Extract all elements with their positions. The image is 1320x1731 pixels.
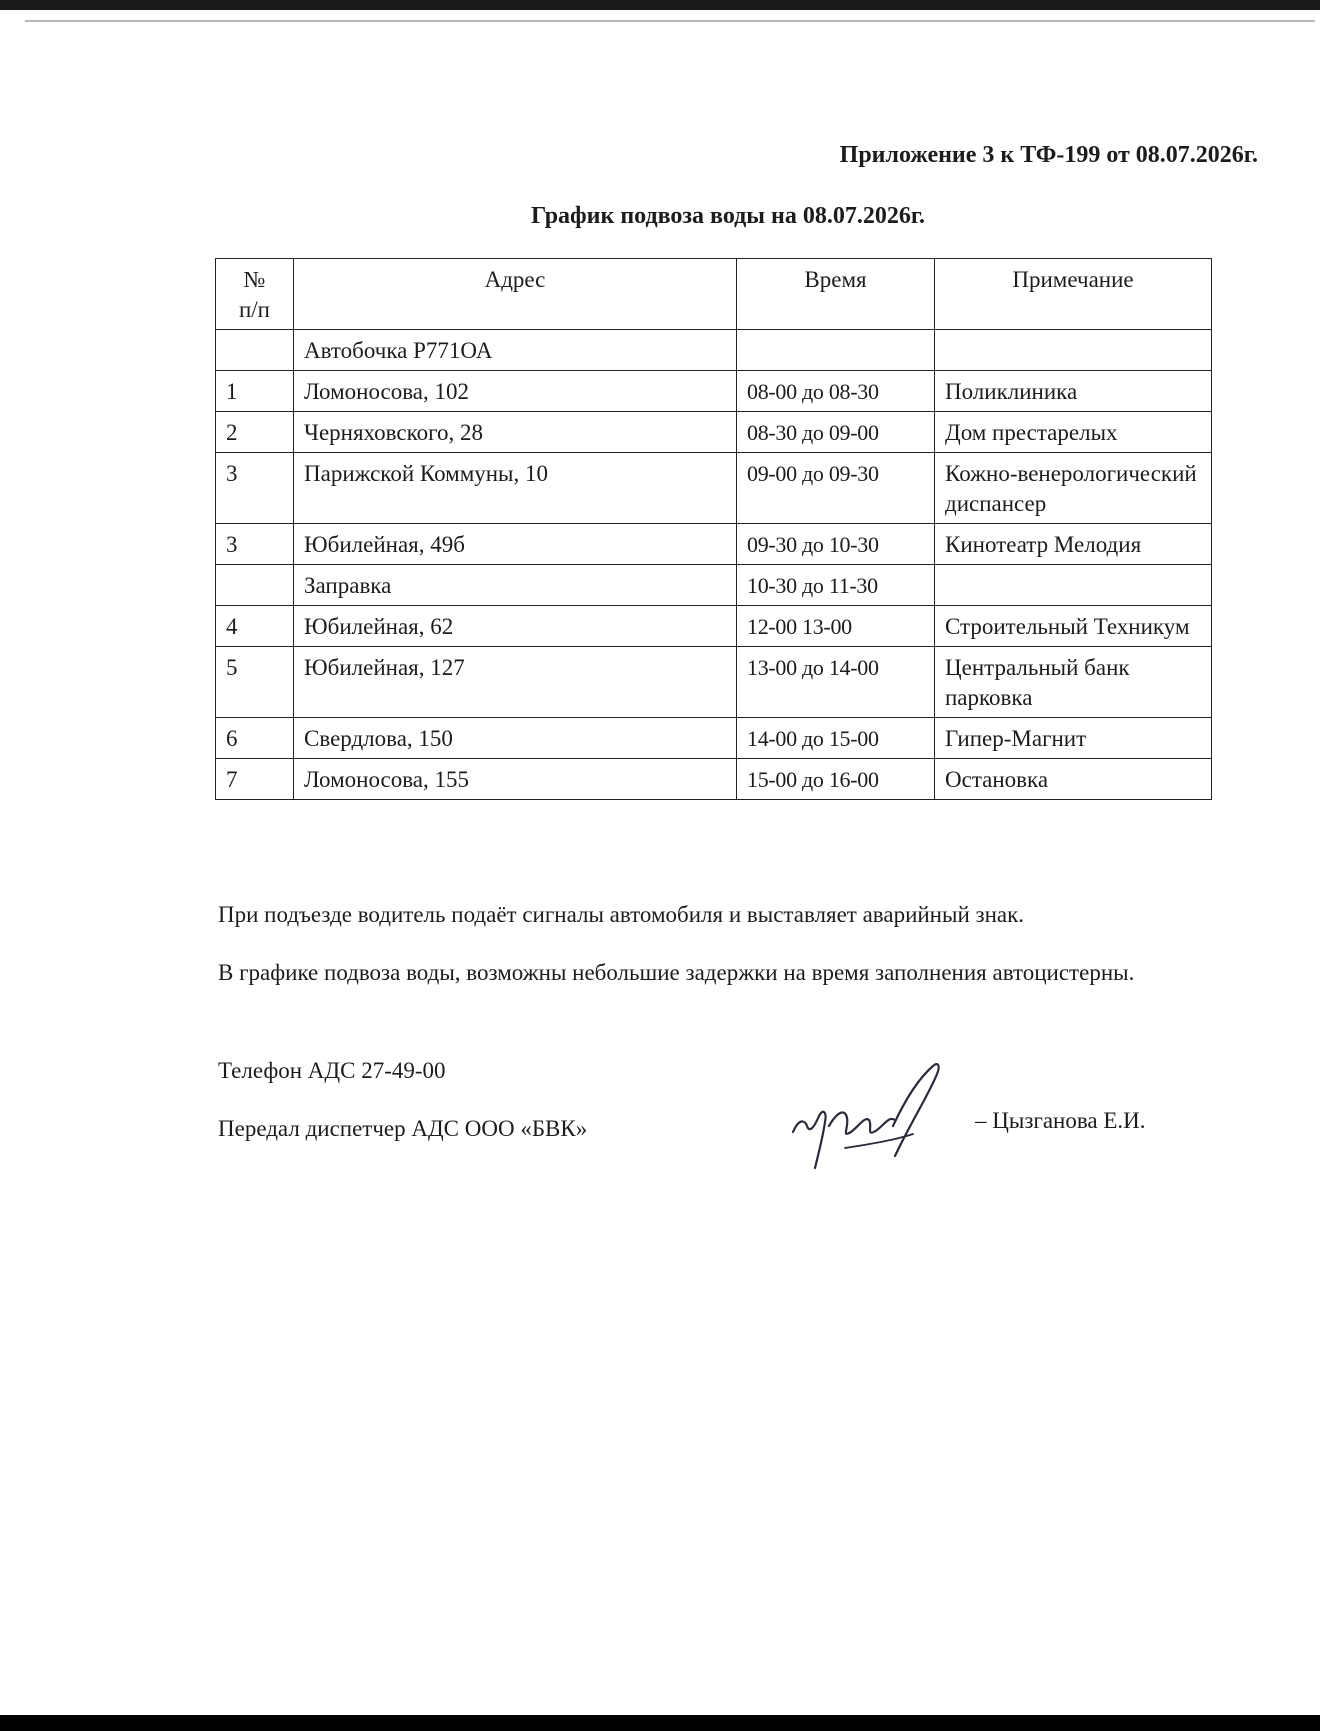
scan-rule [25, 20, 1315, 22]
row-number: 3 [216, 453, 294, 524]
appendix-line: Приложение 3 к ТФ-199 от 08.07.2026г. [839, 142, 1258, 168]
row-note: Кожно-венерологический диспансер [935, 453, 1212, 524]
row-address: Черняховского, 28 [294, 412, 737, 453]
table-row [216, 759, 1212, 800]
water-schedule-table [215, 258, 1212, 800]
scan-bottom-edge [0, 1715, 1320, 1731]
row-address: Юбилейная, 62 [294, 606, 737, 647]
row-time: 09-30 до 10-30 [737, 524, 935, 565]
table-row [216, 565, 1212, 606]
row-address: Парижской Коммуны, 10 [294, 453, 737, 524]
header-number-symbol: № [243, 267, 266, 292]
row-address: Юбилейная, 127 [294, 647, 737, 718]
group-time-cell [737, 330, 935, 371]
table-row [216, 371, 1212, 412]
row-note: Остановка [935, 759, 1212, 800]
header-number [216, 259, 294, 330]
header-address: Адрес [294, 259, 737, 330]
document-title: График подвоза воды на 08.07.2026г. [530, 203, 926, 229]
header-note: Примечание [935, 259, 1212, 330]
group-label: Автобочка Р771ОА [294, 330, 737, 371]
row-number: 1 [216, 371, 294, 412]
row-time: 10-30 до 11-30 [737, 565, 935, 606]
table-row [216, 718, 1212, 759]
row-number [216, 565, 294, 606]
phone-line: Телефон АДС 27-49-00 [218, 1058, 446, 1083]
row-time: 09-00 до 09-30 [737, 453, 935, 524]
table-row [216, 606, 1212, 647]
table-row [216, 647, 1212, 718]
row-number: 5 [216, 647, 294, 718]
row-number: 7 [216, 759, 294, 800]
notes-section [218, 896, 1178, 1012]
table-row [216, 412, 1212, 453]
scan-top-edge [0, 0, 1320, 10]
header-time: Время [737, 259, 935, 330]
group-note-cell [935, 330, 1212, 371]
row-note: Поликлиника [935, 371, 1212, 412]
row-time: 13-00 до 14-00 [737, 647, 935, 718]
row-number: 4 [216, 606, 294, 647]
signatory-name: – Цызганова Е.И. [975, 1108, 1146, 1133]
header-number-abbrev: п/п [238, 297, 270, 322]
row-note: Строительный Техникум [935, 606, 1212, 647]
row-number: 3 [216, 524, 294, 565]
row-address: Заправка [294, 565, 737, 606]
table-row [216, 524, 1212, 565]
row-time: 08-30 до 09-00 [737, 412, 935, 453]
sent-by-line: Передал диспетчер АДС ООО «БВК» [218, 1116, 588, 1141]
table-header-row [216, 259, 1212, 330]
group-number-cell [216, 330, 294, 371]
row-address: Свердлова, 150 [294, 718, 737, 759]
row-number: 6 [216, 718, 294, 759]
row-address: Ломоносова, 155 [294, 759, 737, 800]
group-row [216, 330, 1212, 371]
row-time: 14-00 до 15-00 [737, 718, 935, 759]
row-note: Гипер-Магнит [935, 718, 1212, 759]
row-note: Кинотеатр Мелодия [935, 524, 1212, 565]
row-time: 08-00 до 08-30 [737, 371, 935, 412]
row-time: 15-00 до 16-00 [737, 759, 935, 800]
handwritten-signature [785, 1060, 985, 1180]
delay-note: В графике подвоза воды, возможны небольшие задержки на время заполнения автоцистерны. [218, 960, 1135, 985]
table-row [216, 453, 1212, 524]
signal-note: При подъезде водитель подаёт сигналы автомобиля и выставляет аварийный знак. [218, 902, 1025, 927]
row-note [935, 565, 1212, 606]
row-address: Юбилейная, 49б [294, 524, 737, 565]
row-note: Центральный банк парковка [935, 647, 1212, 718]
row-address: Ломоносова, 102 [294, 371, 737, 412]
row-note: Дом престарелых [935, 412, 1212, 453]
row-time: 12-00 13-00 [737, 606, 935, 647]
row-number: 2 [216, 412, 294, 453]
